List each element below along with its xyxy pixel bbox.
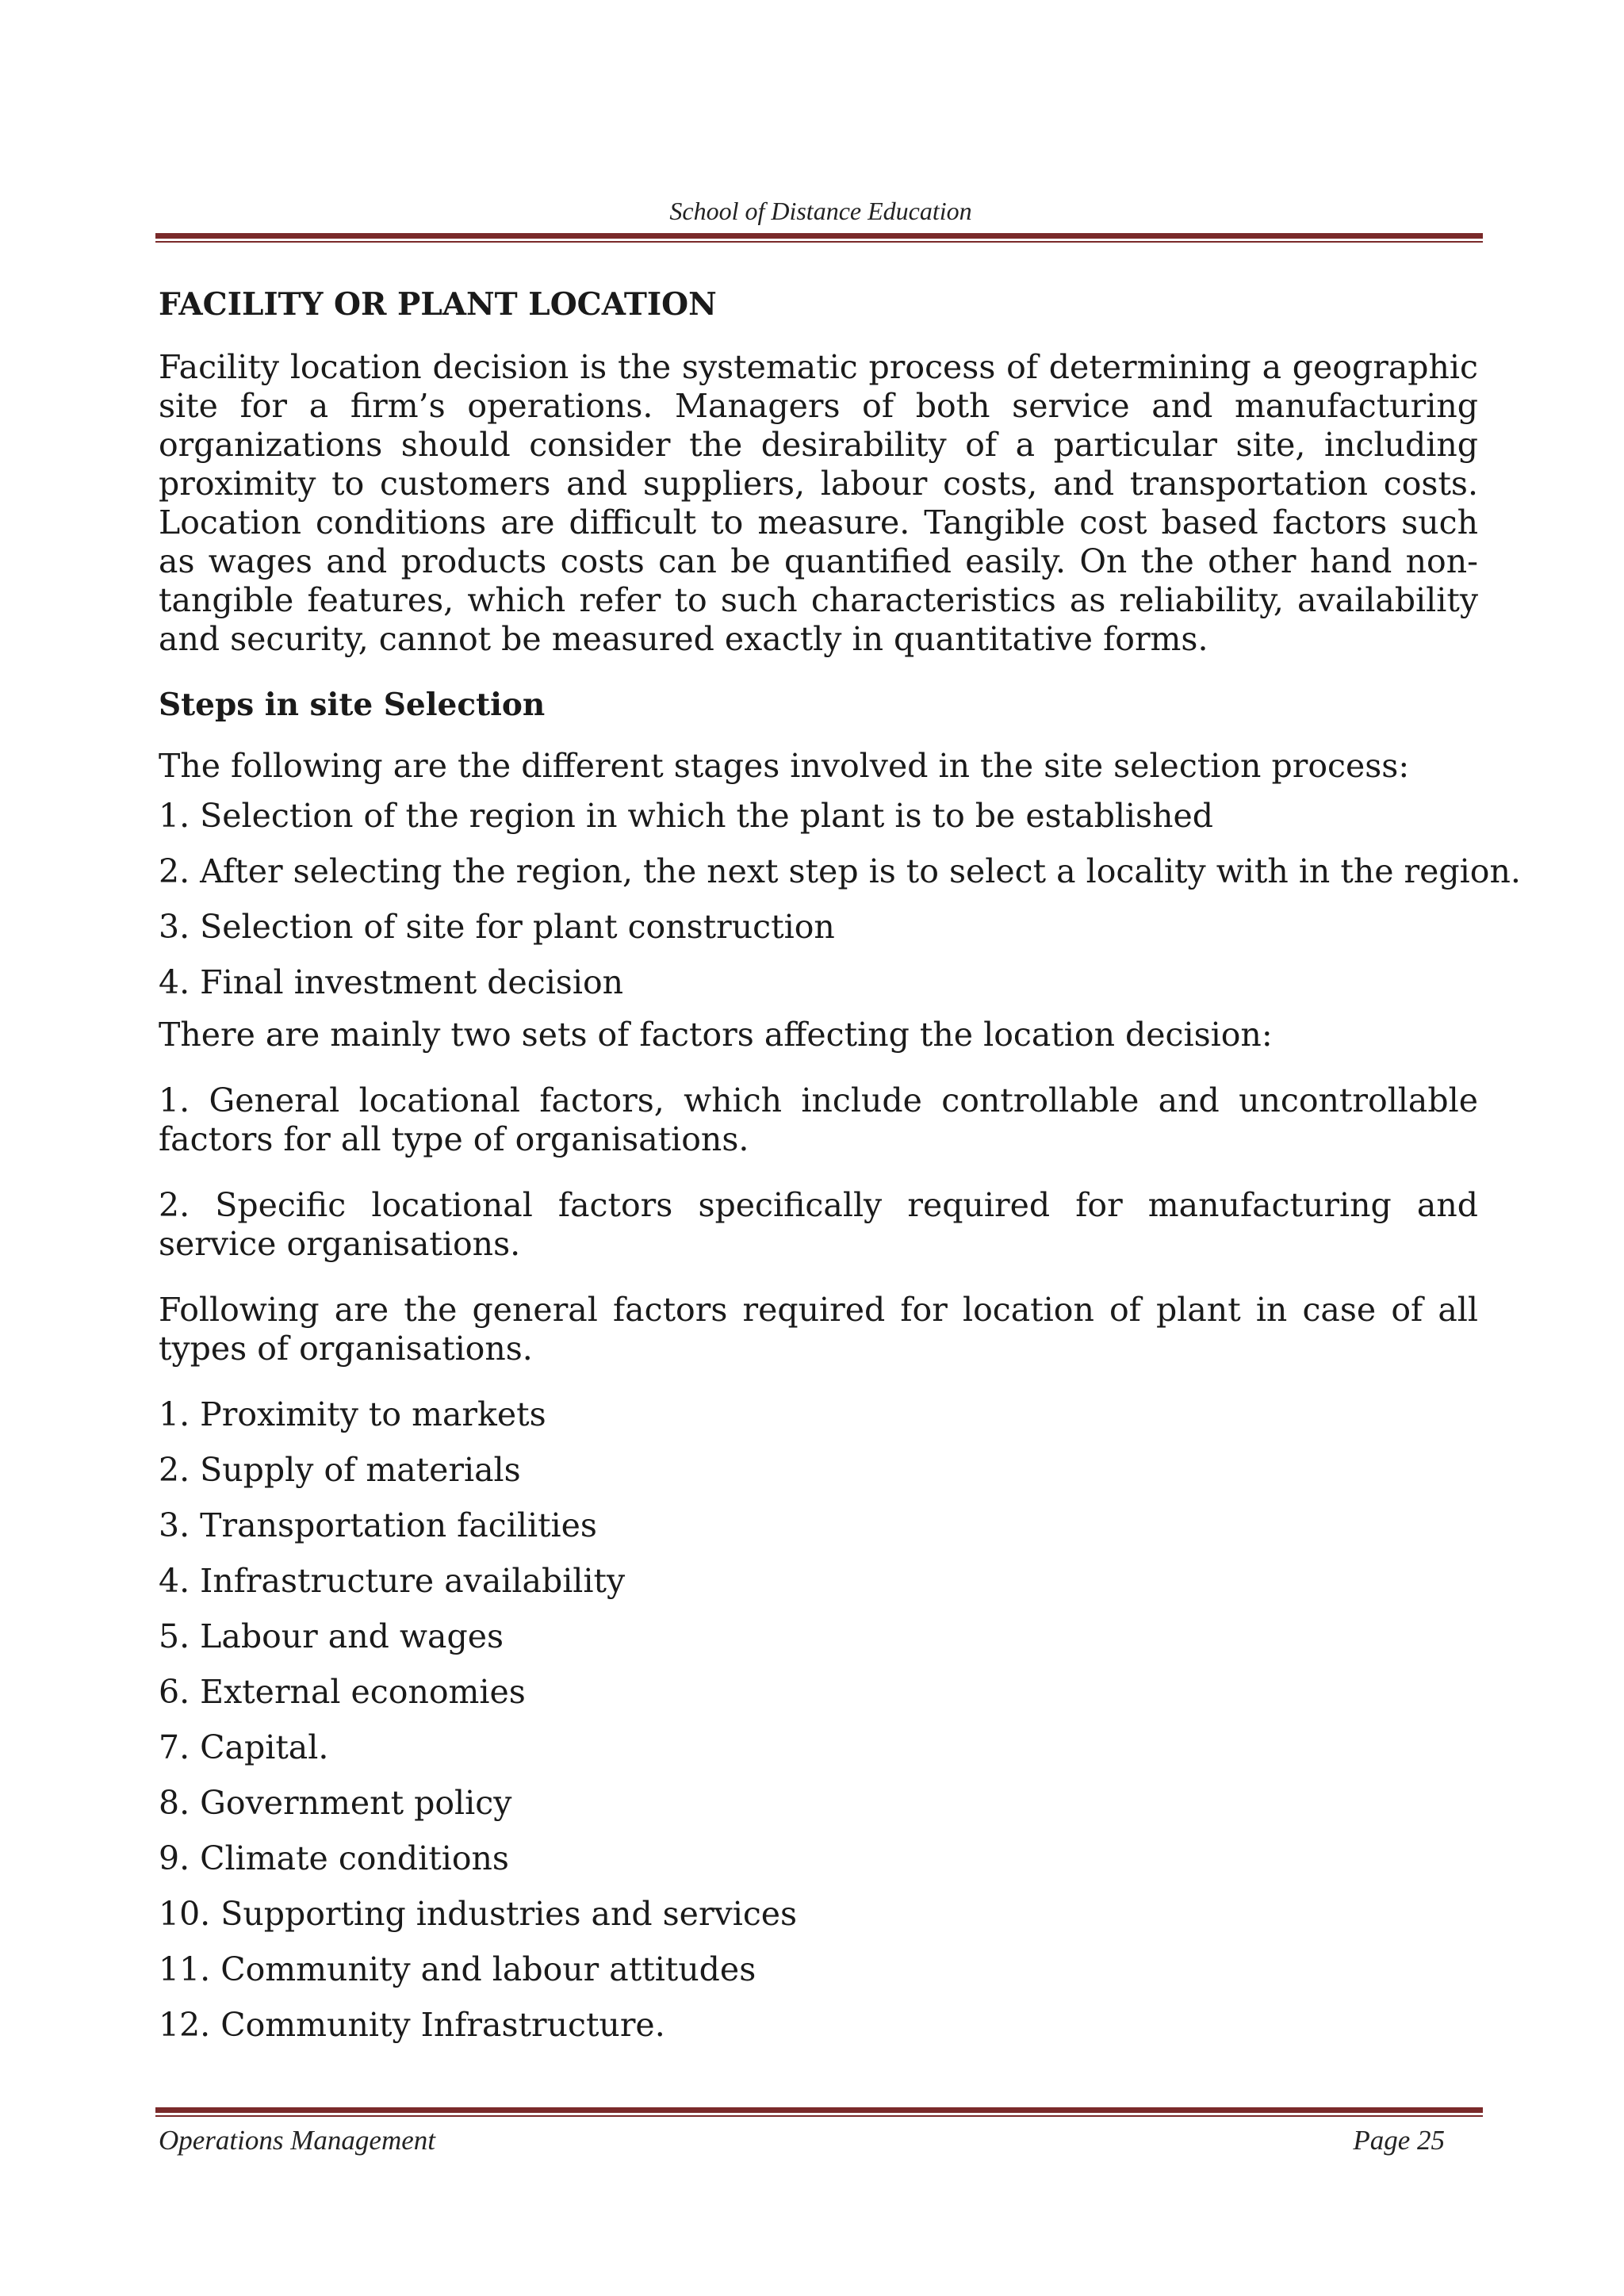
general-factors-list (159, 1395, 1478, 2061)
header-rule-thick (155, 233, 1483, 239)
list-item: 9. Climate conditions (159, 1839, 509, 1877)
list-item: 3. Selection of site for plant construction (159, 908, 835, 946)
footer-rule-thick (155, 2107, 1483, 2113)
list-item: 1. Proximity to markets (159, 1395, 546, 1433)
list-item: 12. Community Infrastructure. (159, 2006, 665, 2044)
intro-paragraph: Facility location decision is the systematic process of determining a geographic site for a firm’s operations. Managers of both service and manufacturing organizations should consider the desirability of a particular site, including proximity to customers and suppliers, labour costs, and transportation costs. Location conditions are difficult to measure. Tangible cost based factors such as wages and products costs can be quantified easily. On the other hand non-tangible features, which refer to such characteristics as reliability, availability and security, cannot be measured exactly in quantitative forms. (159, 348, 1478, 658)
steps-list (159, 797, 1521, 1016)
list-item: 6. External economies (159, 1673, 526, 1711)
general-factors-lead: Following are the general factors required for location of plant in case of all types of organisations. (159, 1291, 1478, 1368)
list-item: 4. Final investment decision (159, 963, 624, 1001)
running-header: School of Distance Education (669, 197, 972, 225)
list-item: 10. Supporting industries and services (159, 1895, 798, 1933)
list-item: 4. Infrastructure availability (159, 1562, 626, 1600)
factor-set-general: 1. General locational factors, which include controllable and uncontrollable factors for all type of organisations. (159, 1081, 1478, 1158)
steps-lead: The following are the different stages involved in the site selection process: (159, 747, 1410, 785)
header-rule-thin (155, 241, 1483, 243)
list-item: 11. Community and labour attitudes (159, 1950, 756, 1988)
list-item: 1. Selection of the region in which the plant is to be established (159, 797, 1213, 835)
section-heading: FACILITY OR PLANT LOCATION (159, 286, 717, 323)
list-item: 7. Capital. (159, 1728, 329, 1766)
list-item: 2. After selecting the region, the next step is to select a locality with in the region. (159, 852, 1521, 890)
header-rule (155, 233, 1483, 243)
factors-lead: There are mainly two sets of factors affecting the location decision: (159, 1016, 1273, 1054)
footer-course-title: Operations Management (159, 2125, 435, 2156)
list-item: 2. Supply of materials (159, 1451, 521, 1489)
page-number: Page 25 (1353, 2125, 1445, 2156)
list-item: 3. Transportation facilities (159, 1506, 597, 1544)
page-body (159, 285, 1521, 2061)
footer-rule (155, 2107, 1483, 2117)
factor-set-specific: 2. Specific locational factors specifically required for manufacturing and service organisations. (159, 1186, 1478, 1263)
list-item: 8. Government policy (159, 1784, 512, 1822)
steps-heading: Steps in site Selection (159, 687, 546, 723)
list-item: 5. Labour and wages (159, 1617, 504, 1655)
footer-rule-thin (155, 2115, 1483, 2117)
